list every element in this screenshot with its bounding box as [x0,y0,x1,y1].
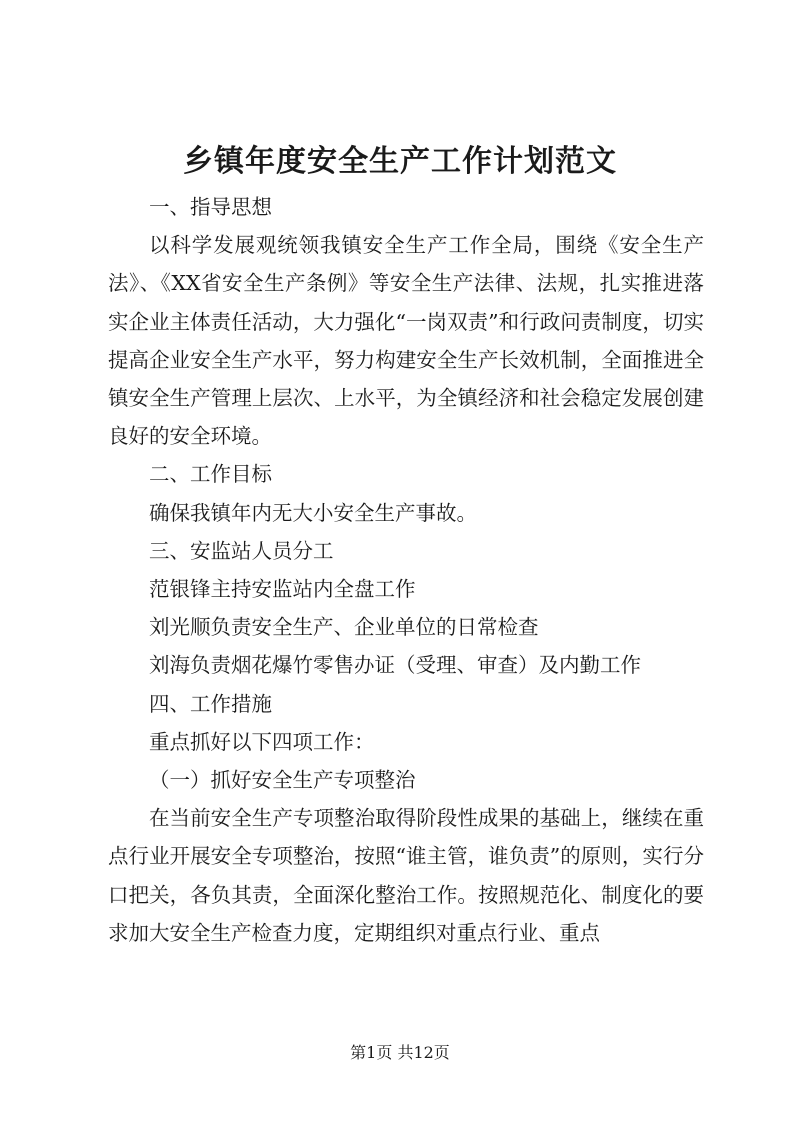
document-body [108,188,704,952]
page-number-footer: 第1页 共12页 [350,1043,450,1062]
paragraph-special-rectification: 在当前安全生产专项整治取得阶段性成果的基础上，继续在重点行业开展安全专项整治，按照“谁主管，谁负责”的原则，实行分口把关，各负其责，全面深化整治工作。按照规范化、制度化的要求加大安全生产检查力度，定期组织对重点行业、重点 [108,806,704,945]
document-title: 乡镇年度安全生产工作计划范文 [183,144,617,179]
paragraph-work-goals: 确保我镇年内无大小安全生产事故。 [149,500,477,525]
staff-duty-item: 范银锋主持安监站内全盘工作 [149,577,416,602]
section-heading-guiding-ideology: 一、指导思想 [149,195,272,219]
section-heading-work-goals: 二、工作目标 [149,462,272,487]
staff-duty-item: 刘光顺负责安全生产、企业单位的日常检查 [149,615,539,640]
subsection-heading-special-rectification: （一）抓好安全生产专项整治 [149,768,416,793]
paragraph-guiding-ideology: 以科学发展观统领我镇安全生产工作全局，围绕《安全生产法》、《XX省安全生产条例》等安全生产法律、法规，扎实推进落实企业主体责任活动，大力强化“一岗双责”和行政问责制度，切实提高企业安全生产水平，努力构建安全生产长效机制，全面推进全镇安全生产管理上层次、上水平，为全镇经济和社会稳定发展创建良好的安全环境。 [108,233,704,449]
section-heading-staff-division: 三、安监站人员分工 [149,538,334,563]
section-heading-work-measures: 四、工作措施 [149,691,272,716]
staff-duty-item: 刘海负责烟花爆竹零售办证（受理、审查）及内勤工作 [149,653,641,678]
paragraph-measures-intro: 重点抓好以下四项工作： [149,729,375,754]
